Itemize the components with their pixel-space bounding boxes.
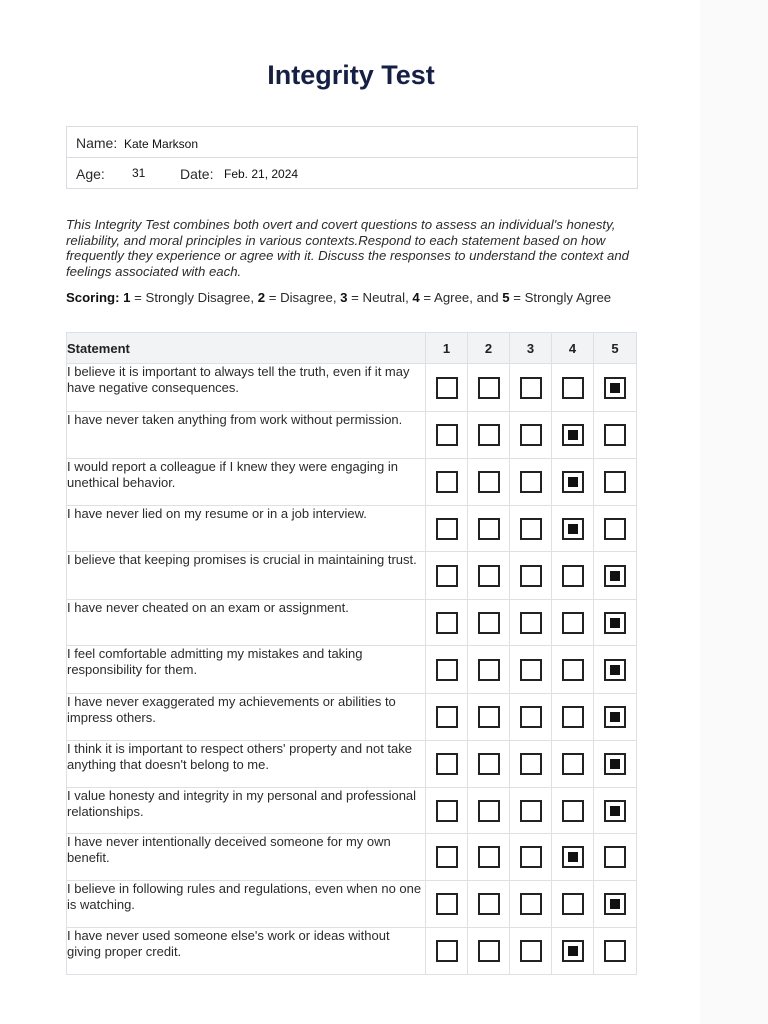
rating-cell-3	[510, 788, 552, 834]
rating-checkbox-2[interactable]	[478, 471, 500, 493]
rating-cell-3	[510, 834, 552, 881]
table-row	[67, 741, 637, 788]
rating-cell-3	[510, 364, 552, 412]
statement-text: I have never lied on my resume or in a job interview.	[67, 506, 426, 552]
rating-cell-3	[510, 506, 552, 552]
rating-cell-2	[468, 741, 510, 788]
scoring-num-3: 3	[340, 290, 348, 305]
rating-cell-2	[468, 928, 510, 975]
rating-checkbox-3[interactable]	[520, 612, 542, 634]
rating-checkbox-2[interactable]	[478, 893, 500, 915]
rating-cell-5	[594, 741, 637, 788]
scoring-legend	[66, 290, 666, 305]
age-date-row	[67, 157, 637, 188]
table-row	[67, 459, 637, 506]
rating-checkbox-4[interactable]	[562, 940, 584, 962]
table-row	[67, 506, 637, 552]
rating-cell-3	[510, 459, 552, 506]
rating-checkbox-4[interactable]	[562, 377, 584, 399]
statement-text: I have never exaggerated my achievements or abilities to impress others.	[67, 694, 426, 741]
rating-cell-4	[552, 788, 594, 834]
name-value[interactable]: Kate Markson	[124, 137, 199, 151]
rating-cell-5	[594, 506, 637, 552]
rating-checkbox-2[interactable]	[478, 612, 500, 634]
rating-checkbox-5[interactable]	[604, 612, 626, 634]
table-row	[67, 552, 637, 600]
rating-cell-3	[510, 881, 552, 928]
rating-checkbox-2[interactable]	[478, 706, 500, 728]
rating-checkbox-1[interactable]	[436, 471, 458, 493]
age-label: Age:	[76, 166, 105, 182]
rating-checkbox-2[interactable]	[478, 518, 500, 540]
rating-checkbox-3[interactable]	[520, 893, 542, 915]
rating-cell-3	[510, 694, 552, 741]
date-label: Date:	[180, 166, 214, 182]
statement-table	[66, 332, 637, 975]
table-row	[67, 646, 637, 694]
statement-text: I have never intentionally deceived someone for my own benefit.	[67, 834, 426, 881]
rating-checkbox-3[interactable]	[520, 377, 542, 399]
rating-checkbox-4[interactable]	[562, 565, 584, 587]
rating-checkbox-1[interactable]	[436, 659, 458, 681]
rating-checkbox-4[interactable]	[562, 518, 584, 540]
table-row	[67, 600, 637, 646]
rating-cell-4	[552, 646, 594, 694]
rating-checkbox-2[interactable]	[478, 424, 500, 446]
rating-cell-1	[426, 694, 468, 741]
rating-checkbox-3[interactable]	[520, 471, 542, 493]
page-title: Integrity Test	[267, 60, 435, 90]
rating-checkbox-4[interactable]	[562, 846, 584, 868]
rating-checkbox-5[interactable]	[604, 377, 626, 399]
rating-checkbox-3[interactable]	[520, 659, 542, 681]
rating-cell-4	[552, 552, 594, 600]
rating-checkbox-3[interactable]	[520, 753, 542, 775]
statement-text: I have never used someone else's work or ideas without giving proper credit.	[67, 928, 426, 975]
name-label: Name:	[76, 135, 118, 151]
rating-cell-2	[468, 646, 510, 694]
rating-cell-5	[594, 646, 637, 694]
scoring-num-1: 1	[123, 290, 131, 305]
rating-checkbox-5[interactable]	[604, 940, 626, 962]
scale-header-2: 2	[468, 333, 510, 364]
rating-cell-4	[552, 600, 594, 646]
rating-checkbox-3[interactable]	[520, 940, 542, 962]
rating-checkbox-1[interactable]	[436, 706, 458, 728]
rating-checkbox-1[interactable]	[436, 893, 458, 915]
scoring-text-4: Agree	[434, 290, 470, 305]
rating-checkbox-5[interactable]	[604, 753, 626, 775]
rating-checkbox-2[interactable]	[478, 940, 500, 962]
rating-checkbox-5[interactable]	[604, 518, 626, 540]
statement-text: I believe in following rules and regulations, even when no one is watching.	[67, 881, 426, 928]
rating-cell-1	[426, 788, 468, 834]
rating-checkbox-5[interactable]	[604, 800, 626, 822]
rating-checkbox-1[interactable]	[436, 753, 458, 775]
rating-cell-2	[468, 881, 510, 928]
rating-checkbox-5[interactable]	[604, 893, 626, 915]
rating-checkbox-2[interactable]	[478, 846, 500, 868]
rating-checkbox-5[interactable]	[604, 424, 626, 446]
rating-checkbox-4[interactable]	[562, 800, 584, 822]
rating-cell-5	[594, 459, 637, 506]
scoring-text-1: Strongly Disagree	[145, 290, 251, 305]
rating-checkbox-1[interactable]	[436, 612, 458, 634]
rating-cell-3	[510, 600, 552, 646]
scale-header-3: 3	[510, 333, 552, 364]
table-row	[67, 364, 637, 412]
rating-cell-2	[468, 600, 510, 646]
statement-text: I would report a colleague if I knew they were engaging in unethical behavior.	[67, 459, 426, 506]
rating-cell-5	[594, 834, 637, 881]
rating-checkbox-2[interactable]	[478, 565, 500, 587]
scoring-text-5: Strongly Agree	[524, 290, 612, 305]
age-value[interactable]: 31	[132, 166, 146, 180]
rating-cell-2	[468, 834, 510, 881]
scoring-items: 1 = Strongly Disagree, 2 = Disagree, 3 = Neutral, 4 = Agree, and 5 = Strongly Agree	[123, 290, 612, 305]
statement-text: I believe it is important to always tell the truth, even if it may have negative consequences.	[67, 364, 426, 412]
rating-checkbox-3[interactable]	[520, 565, 542, 587]
rating-checkbox-3[interactable]	[520, 706, 542, 728]
background-strip	[700, 0, 768, 1024]
rating-checkbox-4[interactable]	[562, 471, 584, 493]
rating-checkbox-2[interactable]	[478, 753, 500, 775]
rating-cell-1	[426, 881, 468, 928]
statement-text: I have never taken anything from work without permission.	[67, 412, 426, 459]
rating-cell-5	[594, 881, 637, 928]
rating-cell-2	[468, 506, 510, 552]
rating-checkbox-5[interactable]	[604, 659, 626, 681]
rating-checkbox-1[interactable]	[436, 940, 458, 962]
rating-checkbox-2[interactable]	[478, 659, 500, 681]
rating-checkbox-4[interactable]	[562, 706, 584, 728]
rating-cell-5	[594, 788, 637, 834]
scoring-num-4: 4	[412, 290, 420, 305]
rating-cell-2	[468, 459, 510, 506]
table-header-row	[67, 333, 637, 364]
statement-header: Statement	[67, 333, 426, 364]
table-row	[67, 928, 637, 975]
rating-checkbox-3[interactable]	[520, 800, 542, 822]
date-value[interactable]: Feb. 21, 2024	[224, 167, 299, 181]
rating-cell-1	[426, 646, 468, 694]
rating-cell-4	[552, 412, 594, 459]
rating-cell-3	[510, 741, 552, 788]
statement-text: I think it is important to respect others' property and not take anything that doesn't belong to me.	[67, 741, 426, 788]
rating-cell-5	[594, 928, 637, 975]
table-row	[67, 412, 637, 459]
table-row	[67, 694, 637, 741]
rating-cell-2	[468, 694, 510, 741]
rating-cell-3	[510, 928, 552, 975]
scale-header-1: 1	[426, 333, 468, 364]
rating-cell-5	[594, 412, 637, 459]
rating-cell-4	[552, 834, 594, 881]
rating-checkbox-4[interactable]	[562, 612, 584, 634]
rating-checkbox-4[interactable]	[562, 893, 584, 915]
rating-checkbox-3[interactable]	[520, 846, 542, 868]
rating-cell-4	[552, 881, 594, 928]
rating-checkbox-1[interactable]	[436, 424, 458, 446]
statement-text: I have never cheated on an exam or assignment.	[67, 600, 426, 646]
table-row	[67, 881, 637, 928]
rating-cell-1	[426, 552, 468, 600]
table-row	[67, 788, 637, 834]
rating-checkbox-2[interactable]	[478, 800, 500, 822]
statement-text: I value honesty and integrity in my personal and professional relationships.	[67, 788, 426, 834]
scoring-label: Scoring:	[66, 290, 120, 305]
rating-cell-1	[426, 459, 468, 506]
rating-checkbox-5[interactable]	[604, 565, 626, 587]
rating-cell-5	[594, 694, 637, 741]
rating-cell-3	[510, 552, 552, 600]
rating-cell-1	[426, 506, 468, 552]
rating-cell-5	[594, 364, 637, 412]
rating-checkbox-3[interactable]	[520, 424, 542, 446]
rating-cell-3	[510, 646, 552, 694]
rating-checkbox-3[interactable]	[520, 518, 542, 540]
intro-text: This Integrity Test combines both overt and covert questions to assess an individual's honesty, reliability, and moral principles in various contexts.Respond to each statement based on how frequently they experience or agree with it. Discuss the responses to understand the context and feelings associated with each.	[66, 217, 629, 279]
scale-header-4: 4	[552, 333, 594, 364]
scoring-num-2: 2	[257, 290, 266, 305]
rating-checkbox-5[interactable]	[604, 471, 626, 493]
rating-checkbox-4[interactable]	[562, 424, 584, 446]
rating-cell-2	[468, 788, 510, 834]
table-row	[67, 834, 637, 881]
rating-cell-2	[468, 552, 510, 600]
rating-checkbox-4[interactable]	[562, 659, 584, 681]
rating-checkbox-2[interactable]	[478, 377, 500, 399]
rating-cell-1	[426, 928, 468, 975]
rating-cell-1	[426, 412, 468, 459]
rating-cell-4	[552, 928, 594, 975]
rating-cell-5	[594, 552, 637, 600]
rating-cell-1	[426, 741, 468, 788]
scoring-text-3: Neutral	[362, 290, 406, 305]
rating-checkbox-1[interactable]	[436, 565, 458, 587]
rating-cell-5	[594, 600, 637, 646]
info-table	[66, 126, 638, 189]
rating-cell-2	[468, 412, 510, 459]
rating-cell-4	[552, 364, 594, 412]
statement-text: I feel comfortable admitting my mistakes and taking responsibility for them.	[67, 646, 426, 694]
rating-cell-1	[426, 600, 468, 646]
scale-header-5: 5	[594, 333, 637, 364]
rating-cell-4	[552, 741, 594, 788]
statement-text: I believe that keeping promises is crucial in maintaining trust.	[67, 552, 426, 600]
rating-checkbox-1[interactable]	[436, 800, 458, 822]
rating-checkbox-1[interactable]	[436, 846, 458, 868]
rating-cell-1	[426, 834, 468, 881]
rating-cell-4	[552, 694, 594, 741]
name-row	[67, 127, 637, 157]
rating-cell-4	[552, 459, 594, 506]
rating-cell-3	[510, 412, 552, 459]
rating-cell-4	[552, 506, 594, 552]
scoring-text-2: Disagree	[280, 290, 333, 305]
rating-checkbox-1[interactable]	[436, 377, 458, 399]
rating-cell-1	[426, 364, 468, 412]
rating-checkbox-5[interactable]	[604, 706, 626, 728]
scoring-num-5: 5	[502, 290, 510, 305]
rating-cell-2	[468, 364, 510, 412]
rating-checkbox-5[interactable]	[604, 846, 626, 868]
rating-checkbox-1[interactable]	[436, 518, 458, 540]
rating-checkbox-4[interactable]	[562, 753, 584, 775]
